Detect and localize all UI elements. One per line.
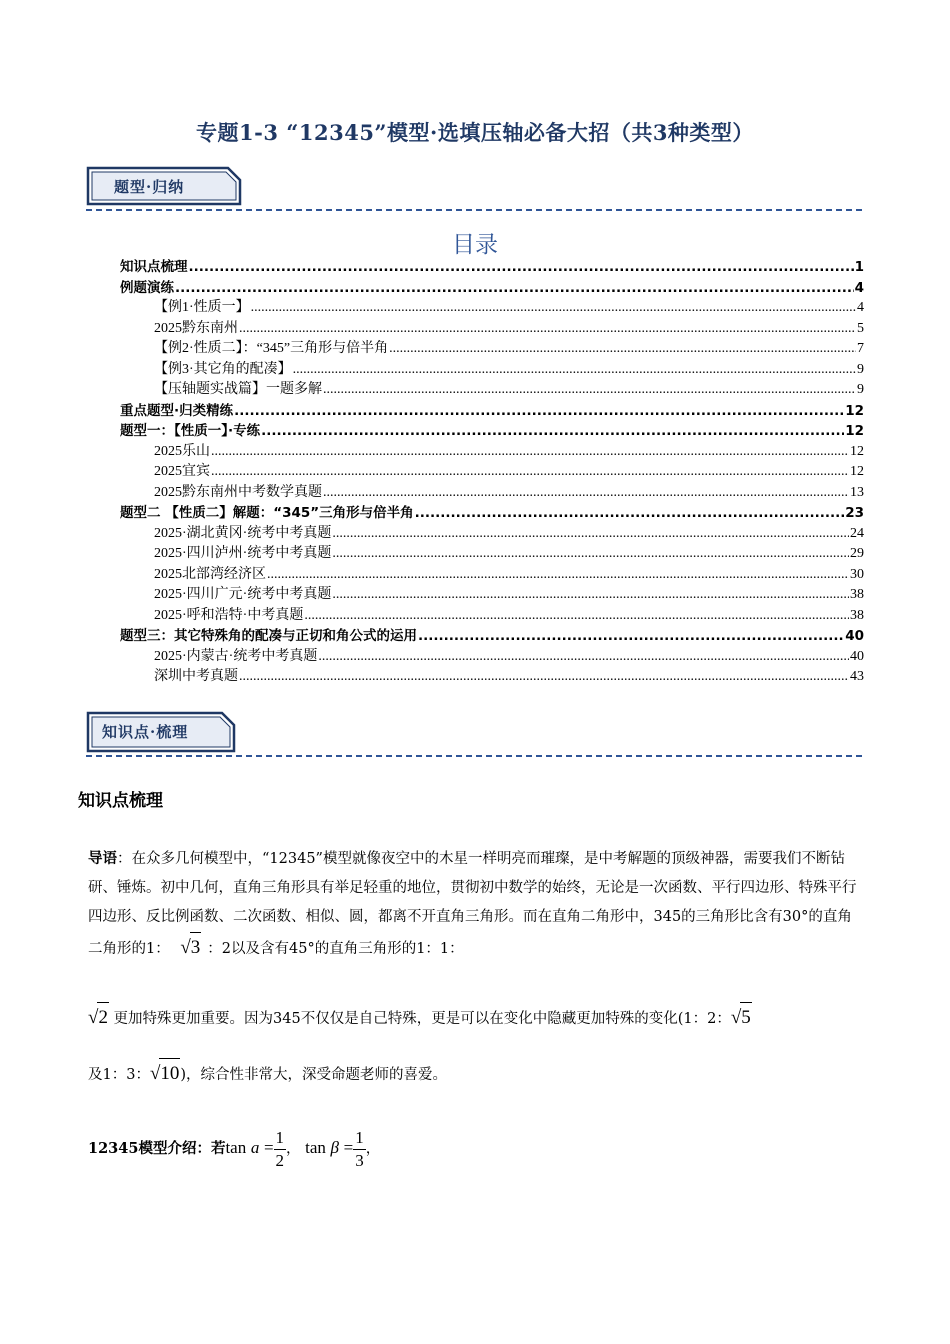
- toc-entry-label: 2025乐山: [154, 443, 210, 459]
- toc-entry-page: 12: [845, 423, 864, 439]
- toc-entry[interactable]: [120, 645, 864, 666]
- toc-entry-label: 2025宜宾: [154, 464, 210, 479]
- toc-entry[interactable]: [120, 481, 864, 502]
- toc-entry-label: 题型三：其它特殊角的配凑与正切和角公式的运用: [120, 628, 417, 644]
- toc-entry-label: 题型一：【性质一】·专练: [120, 423, 261, 439]
- sqrt-3: √3: [180, 932, 201, 962]
- toc-leader-dots: [418, 628, 844, 644]
- toc-entry[interactable]: [120, 522, 864, 543]
- section-banner-types: [86, 166, 242, 206]
- toc-leader-dots: [175, 280, 854, 296]
- toc-leader-dots: [332, 546, 849, 562]
- intro-text: ：2以及含有45°的直角三角形的1：1：: [207, 941, 464, 957]
- toc-entry[interactable]: [120, 665, 864, 686]
- toc-entry[interactable]: [120, 358, 864, 379]
- toc-entry[interactable]: [120, 460, 864, 481]
- intro-label: 导语: [88, 850, 117, 867]
- toc-entry[interactable]: [120, 542, 864, 563]
- banner-label: 题型·归纳: [114, 177, 185, 196]
- divider: [86, 209, 862, 211]
- toc-leader-dots: [415, 505, 845, 521]
- toc-entry[interactable]: [120, 624, 864, 645]
- intro-paragraph-2: [88, 1002, 864, 1034]
- toc-leader-dots: [318, 649, 849, 665]
- toc-entry[interactable]: [120, 419, 864, 440]
- divider: [86, 755, 862, 757]
- toc-entry-label: 2025北部湾经济区: [154, 566, 266, 582]
- section-banner-knowledge: [86, 711, 234, 751]
- toc-leader-dots: [332, 587, 849, 603]
- toc-entry-page: 40: [850, 648, 864, 664]
- toc-entry-page: 38: [850, 607, 864, 623]
- toc-leader-dots: [332, 526, 849, 542]
- toc-leader-dots: [323, 382, 856, 398]
- toc-entry-label: 2025黔东南州中考数学真题: [154, 484, 322, 500]
- toc-entry-page: 43: [850, 669, 864, 684]
- model-intro: 12345模型介绍：若tan a = $\frac{1}{2}$ ， tan β = $\frac{1}{3}$ ，: [88, 1127, 381, 1170]
- toc-entry[interactable]: [120, 276, 864, 297]
- fraction-one-third: $\frac{1}{3}$: [355, 1127, 364, 1170]
- model-label: 12345模型介绍：若: [88, 1140, 226, 1157]
- toc-entry-label: 深圳中考真题: [154, 669, 238, 684]
- sqrt-10: √10: [150, 1058, 180, 1088]
- toc-entry-page: 7: [857, 341, 864, 356]
- toc-entry-page: 38: [850, 587, 864, 602]
- toc-entry-page: 12: [850, 464, 864, 479]
- toc-leader-dots: [267, 567, 849, 583]
- fraction-one-half: $\frac{1}{2}$: [275, 1127, 285, 1170]
- toc-leader-dots: [251, 300, 856, 316]
- toc-leader-dots: [293, 362, 856, 378]
- toc-entry-page: 12: [850, 443, 864, 459]
- toc-entry[interactable]: [120, 440, 864, 461]
- toc-entry-page: 12: [845, 402, 864, 419]
- intro-text: ：在众多几何模型中，“12345”模型就像夜空中的木星一样明亮而璀璨，是中考解题的顶级神器，需要我们不断钻研、锤炼。初中几何，直角三角形具有举足轻重的地位，贯彻初中数学的始终，无论是一次函数、平行四边形、特殊平行四边形、反比例函数、二次函数、相似、圆，都离不开直角三角形。而在直角二角形中，345的三角形比含有30°的直角二角形的1：: [88, 851, 857, 957]
- toc-entry-label: 重点题型·归类精练: [120, 402, 234, 419]
- toc-entry-label: 知识点梳理: [120, 259, 188, 275]
- toc-entry-label: 【例1·性质一】: [154, 300, 250, 315]
- toc-entry-page: 1: [854, 259, 864, 275]
- toc-entry-label: 2025·湖北黄冈·统考中考真题: [154, 525, 332, 541]
- toc-entry-page: 13: [850, 484, 864, 500]
- toc-leader-dots: [189, 259, 854, 275]
- toc-entry-label: 例题演练: [120, 279, 174, 296]
- section-heading: 知识点梳理: [78, 791, 163, 811]
- sqrt-2: √2: [88, 1002, 109, 1032]
- toc-leader-dots: [234, 403, 844, 419]
- document-title: 专题1-3 “12345”模型·选填压轴必备大招（共3种类型）: [196, 120, 754, 145]
- toc-entry-label: 【压轴题实战篇】一题多解: [154, 382, 322, 397]
- intro-text: 及1：3：: [88, 1067, 150, 1083]
- intro-text: 更加特殊更加重要。因为345不仅仅是自己特殊，更是可以在变化中隐藏更加特殊的变化(1：2：: [113, 1011, 731, 1027]
- toc-leader-dots: [239, 321, 856, 337]
- toc-entry[interactable]: [120, 378, 864, 399]
- toc-entry-page: 40: [845, 628, 864, 644]
- toc-entry[interactable]: [120, 399, 864, 420]
- sqrt-5: √5: [731, 1002, 752, 1032]
- toc-entry-label: 题型二 【性质二】解题：“345”三角形与倍半角: [120, 505, 414, 521]
- table-of-contents: [120, 255, 864, 686]
- toc-entry-page: 4: [854, 279, 864, 296]
- toc-entry-page: 29: [850, 546, 864, 561]
- intro-paragraph-3: [88, 1058, 864, 1090]
- toc-entry[interactable]: [120, 563, 864, 584]
- toc-entry-label: 【例3·其它角的配凑】: [154, 361, 292, 377]
- toc-entry[interactable]: [120, 296, 864, 317]
- toc-entry[interactable]: [120, 337, 864, 358]
- toc-entry[interactable]: [120, 583, 864, 604]
- toc-entry-label: 【例2·性质二】：“345”三角形与倍半角: [154, 341, 389, 356]
- toc-leader-dots: [211, 464, 849, 480]
- toc-leader-dots: [323, 485, 849, 501]
- toc-leader-dots: [239, 669, 849, 685]
- toc-entry[interactable]: [120, 317, 864, 338]
- toc-entry-page: 5: [857, 320, 864, 336]
- toc-entry-label: 2025·四川广元·统考中考真题: [154, 587, 332, 602]
- toc-heading: 目录: [452, 232, 498, 258]
- intro-paragraph: [88, 844, 864, 964]
- toc-leader-dots: [261, 423, 844, 439]
- toc-leader-dots: [304, 608, 849, 624]
- toc-entry-label: 2025黔东南州: [154, 320, 238, 336]
- toc-entry-label: 2025·呼和浩特·中考真题: [154, 607, 304, 623]
- toc-entry-page: 30: [850, 566, 864, 582]
- toc-entry-page: 4: [857, 300, 864, 315]
- toc-leader-dots: [389, 341, 856, 357]
- toc-entry[interactable]: [120, 604, 864, 625]
- toc-entry[interactable]: [120, 255, 864, 276]
- toc-entry-page: 9: [857, 382, 864, 397]
- toc-entry[interactable]: [120, 501, 864, 522]
- toc-entry-label: 2025·四川泸州·统考中考真题: [154, 546, 332, 561]
- toc-leader-dots: [211, 444, 849, 460]
- toc-entry-label: 2025·内蒙古·统考中考真题: [154, 648, 318, 664]
- intro-text: )，综合性非常大，深受命题老师的喜爱。: [180, 1067, 448, 1083]
- toc-entry-page: 23: [845, 505, 864, 521]
- toc-entry-page: 24: [850, 525, 864, 541]
- banner-label: 知识点·梳理: [102, 722, 189, 741]
- toc-entry-page: 9: [857, 361, 864, 377]
